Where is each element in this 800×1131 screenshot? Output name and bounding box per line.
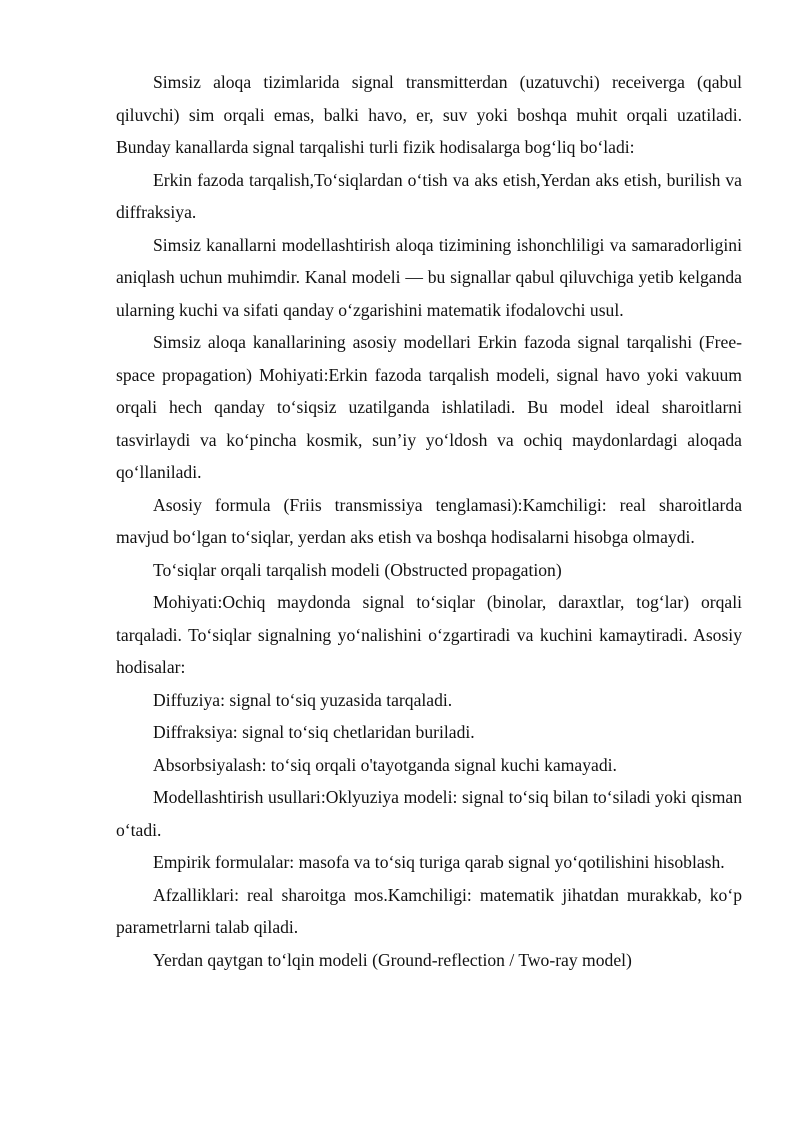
document-page — [116, 66, 742, 976]
paragraph-obstructed-essence: Mohiyati:Ochiq maydonda signal to‘siqlar (binolar, daraxtlar, tog‘lar) orqali tarqaladi. To‘siqlar signalning yo‘nalishini o‘zgartiradi va kuchini kamaytiradi. Asosiy hodisalar: — [116, 592, 742, 677]
paragraph-propagation-phenomena: Erkin fazoda tarqalish,To‘siqlardan o‘tish va aks etish,Yerdan aks etish, burilish va diffraksiya. — [116, 169, 742, 222]
paragraph-diffusion: Diffuziya: signal to‘siq yuzasida tarqaladi. — [153, 689, 453, 710]
paragraph-empirical-formulas: Empirik formulalar: masofa va to‘siq turiga qarab signal yo‘qotilishini hisoblash. — [153, 852, 725, 872]
paragraph-diffraction: Diffraksiya: signal to‘siq chetlaridan buriladi. — [153, 722, 475, 742]
paragraph-advantages: Afzalliklari: real sharoitga mos.Kamchiligi: matematik jihatdan murakkab, ko‘p parametrlarni talab qiladi. — [116, 884, 742, 937]
paragraph-modeling-methods: Modellashtirish usullari:Oklyuziya modeli: signal to‘siq bilan to‘siladi yoki qisman o‘tadi. — [116, 787, 742, 840]
paragraph-obstructed-heading: To‘siqlar orqali tarqalish modeli (Obstructed propagation) — [153, 559, 562, 580]
paragraph-intro: Simsiz aloqa tizimlarida signal transmitterdan (uzatuvchi) receiverga (qabul qiluvchi) sim orqali emas, balki havo, er, suv yoki boshqa muhit orqali uzatiladi. Bunday kanallarda signal tarqalishi turli fizik hodisalarga bog‘liq bo‘ladi: — [116, 72, 742, 157]
paragraph-free-space-model: Simsiz aloqa kanallarining asosiy modellari Erkin fazoda signal tarqalishi (Free-space propagation) Mohiyati:Erkin fazoda tarqalish modeli, signal havo yoki vakuum orqali hech qanday to‘siqsiz uzatilganda ishlatiladi. Bu model ideal sharoitlarni tasvirlaydi va ko‘pincha kosmik, sun’iy yo‘ldosh va ochiq maydonlardagi aloqada qo‘llaniladi. — [116, 332, 742, 482]
paragraph-absorption: Absorbsiyalash: to‘siq orqali o'tayotganda signal kuchi kamayadi. — [153, 754, 617, 775]
paragraph-friis-formula: Asosiy formula (Friis transmissiya tenglamasi):Kamchiligi: real sharoitlarda mavjud bo‘lgan to‘siqlar, yerdan aks etish va boshqa hodisalarni hisobga olmaydi. — [116, 494, 742, 547]
paragraph-two-ray-heading: Yerdan qaytgan to‘lqin modeli (Ground-reflection / Two-ray model) — [153, 949, 632, 970]
paragraph-channel-modeling: Simsiz kanallarni modellashtirish aloqa tizimining ishonchliligi va samaradorligini aniqlash uchun muhimdir. Kanal modeli — bu signallar qabul qiluvchiga yetib kelganda ularning kuchi va sifati qanday o‘zgarishini matematik ifodalovchi usul. — [116, 234, 742, 320]
